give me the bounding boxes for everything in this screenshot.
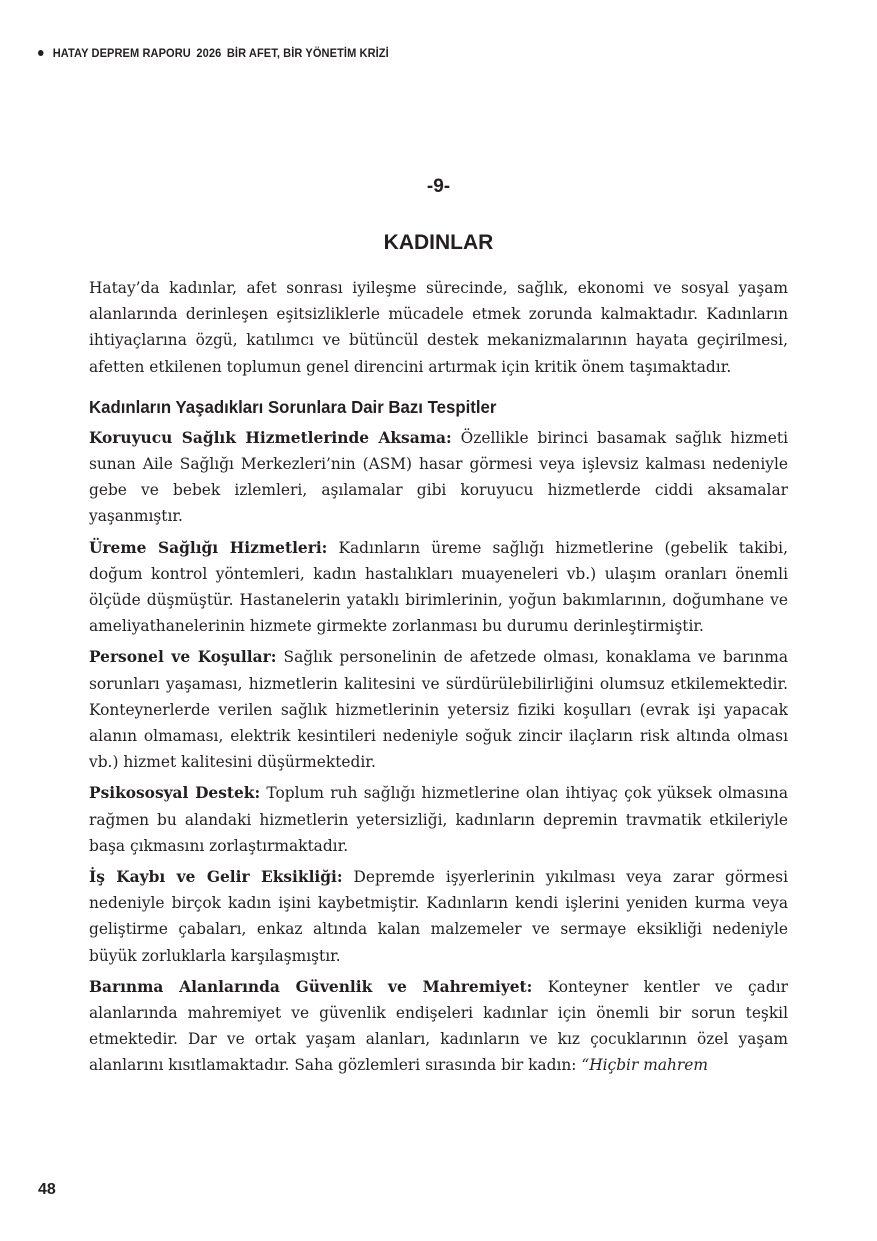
running-header xyxy=(38,46,389,60)
section-heading: Kadınların Yaşadıkları Sorunlara Dair Bazı Tespitler xyxy=(89,396,497,417)
report-subtitle: BİR AFET, BİR YÖNETİM KRİZİ xyxy=(226,46,389,60)
finding-title: Psikososyal Destek: xyxy=(89,784,261,803)
finding-paragraph xyxy=(89,425,788,530)
intro-paragraph: Hatay’da kadınlar, afet sonrası iyileşme sürecinde, sağlık, ekonomi ve sosyal yaşam alanlarında derinleşen eşitsizliklerle mücadele etmek zorunda kalmaktadır. Kadınların ihtiyaçlarına özgü, katılımcı ve bütüncül destek mekanizmalarının hayata geçirilmesi, afetten etkilenen toplumun genel direncini artırmak için kritik önem taşımaktadır. xyxy=(89,279,788,376)
finding-paragraph xyxy=(89,974,788,1079)
page-number: 48 xyxy=(38,1181,56,1198)
finding-title: İş Kaybı ve Gelir Eksikliği: xyxy=(89,868,343,887)
finding-paragraph xyxy=(89,864,788,969)
report-title: HATAY DEPREM RAPORU xyxy=(52,46,191,60)
finding-text: Sağlık personelinin de afetzede olması, konaklama ve barınma sorunları yaşaması, hizmetlerin kalitesini ve sürdürülebilirliğini olumsuz etkilemektedir. Konteynerlerde verilen sağlık hizmetlerinin yetersiz fiziki koşulları (evrak işi yapacak alanın olmaması, elektrik kesintileri nedeniyle soğuk zincir ilaçların risk altında olması vb.) hizmet kalitesini düşürmektedir. xyxy=(89,648,788,772)
chapter-title: KADINLAR xyxy=(383,231,494,254)
finding-title: Personel ve Koşullar: xyxy=(89,648,277,667)
finding-text: Toplum ruh sağlığı hizmetlerine olan ihtiyaç çok yüksek olmasına rağmen bu alandaki hizmetlerin yetersizliği, kadınların depremin travmatik etkileriyle başa çıkmasını zorlaştırmaktadır. xyxy=(89,784,788,855)
bullet-icon xyxy=(38,50,44,56)
finding-quote: “Hiçbir mahrem xyxy=(581,1056,708,1075)
finding-text: Özellikle birinci basamak sağlık hizmeti sunan Aile Sağlığı Merkezleri’nin (ASM) hasar görmesi veya işlevsiz kalması nedeniyle gebe ve bebek izlemleri, aşılamalar gibi koruyucu hizmetlerde ciddi aksamalar yaşanmıştır. xyxy=(89,428,788,526)
finding-title: Barınma Alanlarında Güvenlik ve Mahremiyet: xyxy=(89,977,533,996)
finding-text: Depremde işyerlerinin yıkılması veya zarar görmesi nedeniyle birçok kadın işini kaybetmiştir. Kadınların kendi işlerini yeniden kurma veya geliştirme çabaları, enkaz altında kalan malzemeler ve sermaye eksikliği nedeniyle büyük zorluklarla karşılaşmıştır. xyxy=(89,868,788,965)
finding-text: Konteyner kentler ve çadır alanlarında mahremiyet ve güvenlik endişeleri kadınlar için önemli bir sorun teşkil etmektedir. Dar ve ortak yaşam alanları, kadınların ve kız çocuklarının özel yaşam alanlarını kısıtlamaktadır. Saha gözlemleri sırasında bir kadın: xyxy=(89,977,788,1075)
finding-title: Koruyucu Sağlık Hizmetlerinde Aksama: xyxy=(89,428,452,447)
finding-title: Üreme Sağlığı Hizmetleri: xyxy=(89,538,328,557)
finding-paragraph xyxy=(89,780,788,859)
finding-text: Kadınların üreme sağlığı hizmetlerine (gebelik takibi, doğum kontrol yöntemleri, kadın hastalıkları muayeneleri vb.) ulaşım oranları önemli ölçüde düşmüştür. Hastanelerin yataklı birimlerinin, yoğun bakımlarının, doğumhane ve ameliyathanelerinin hizmete girmekte zorlanması bu durumu derinleştirmiştir. xyxy=(89,538,788,636)
finding-paragraph xyxy=(89,535,788,640)
finding-paragraph xyxy=(89,644,788,775)
body-content xyxy=(89,275,788,1084)
report-year: 2026 xyxy=(196,46,222,60)
chapter-number: -9- xyxy=(426,176,451,197)
